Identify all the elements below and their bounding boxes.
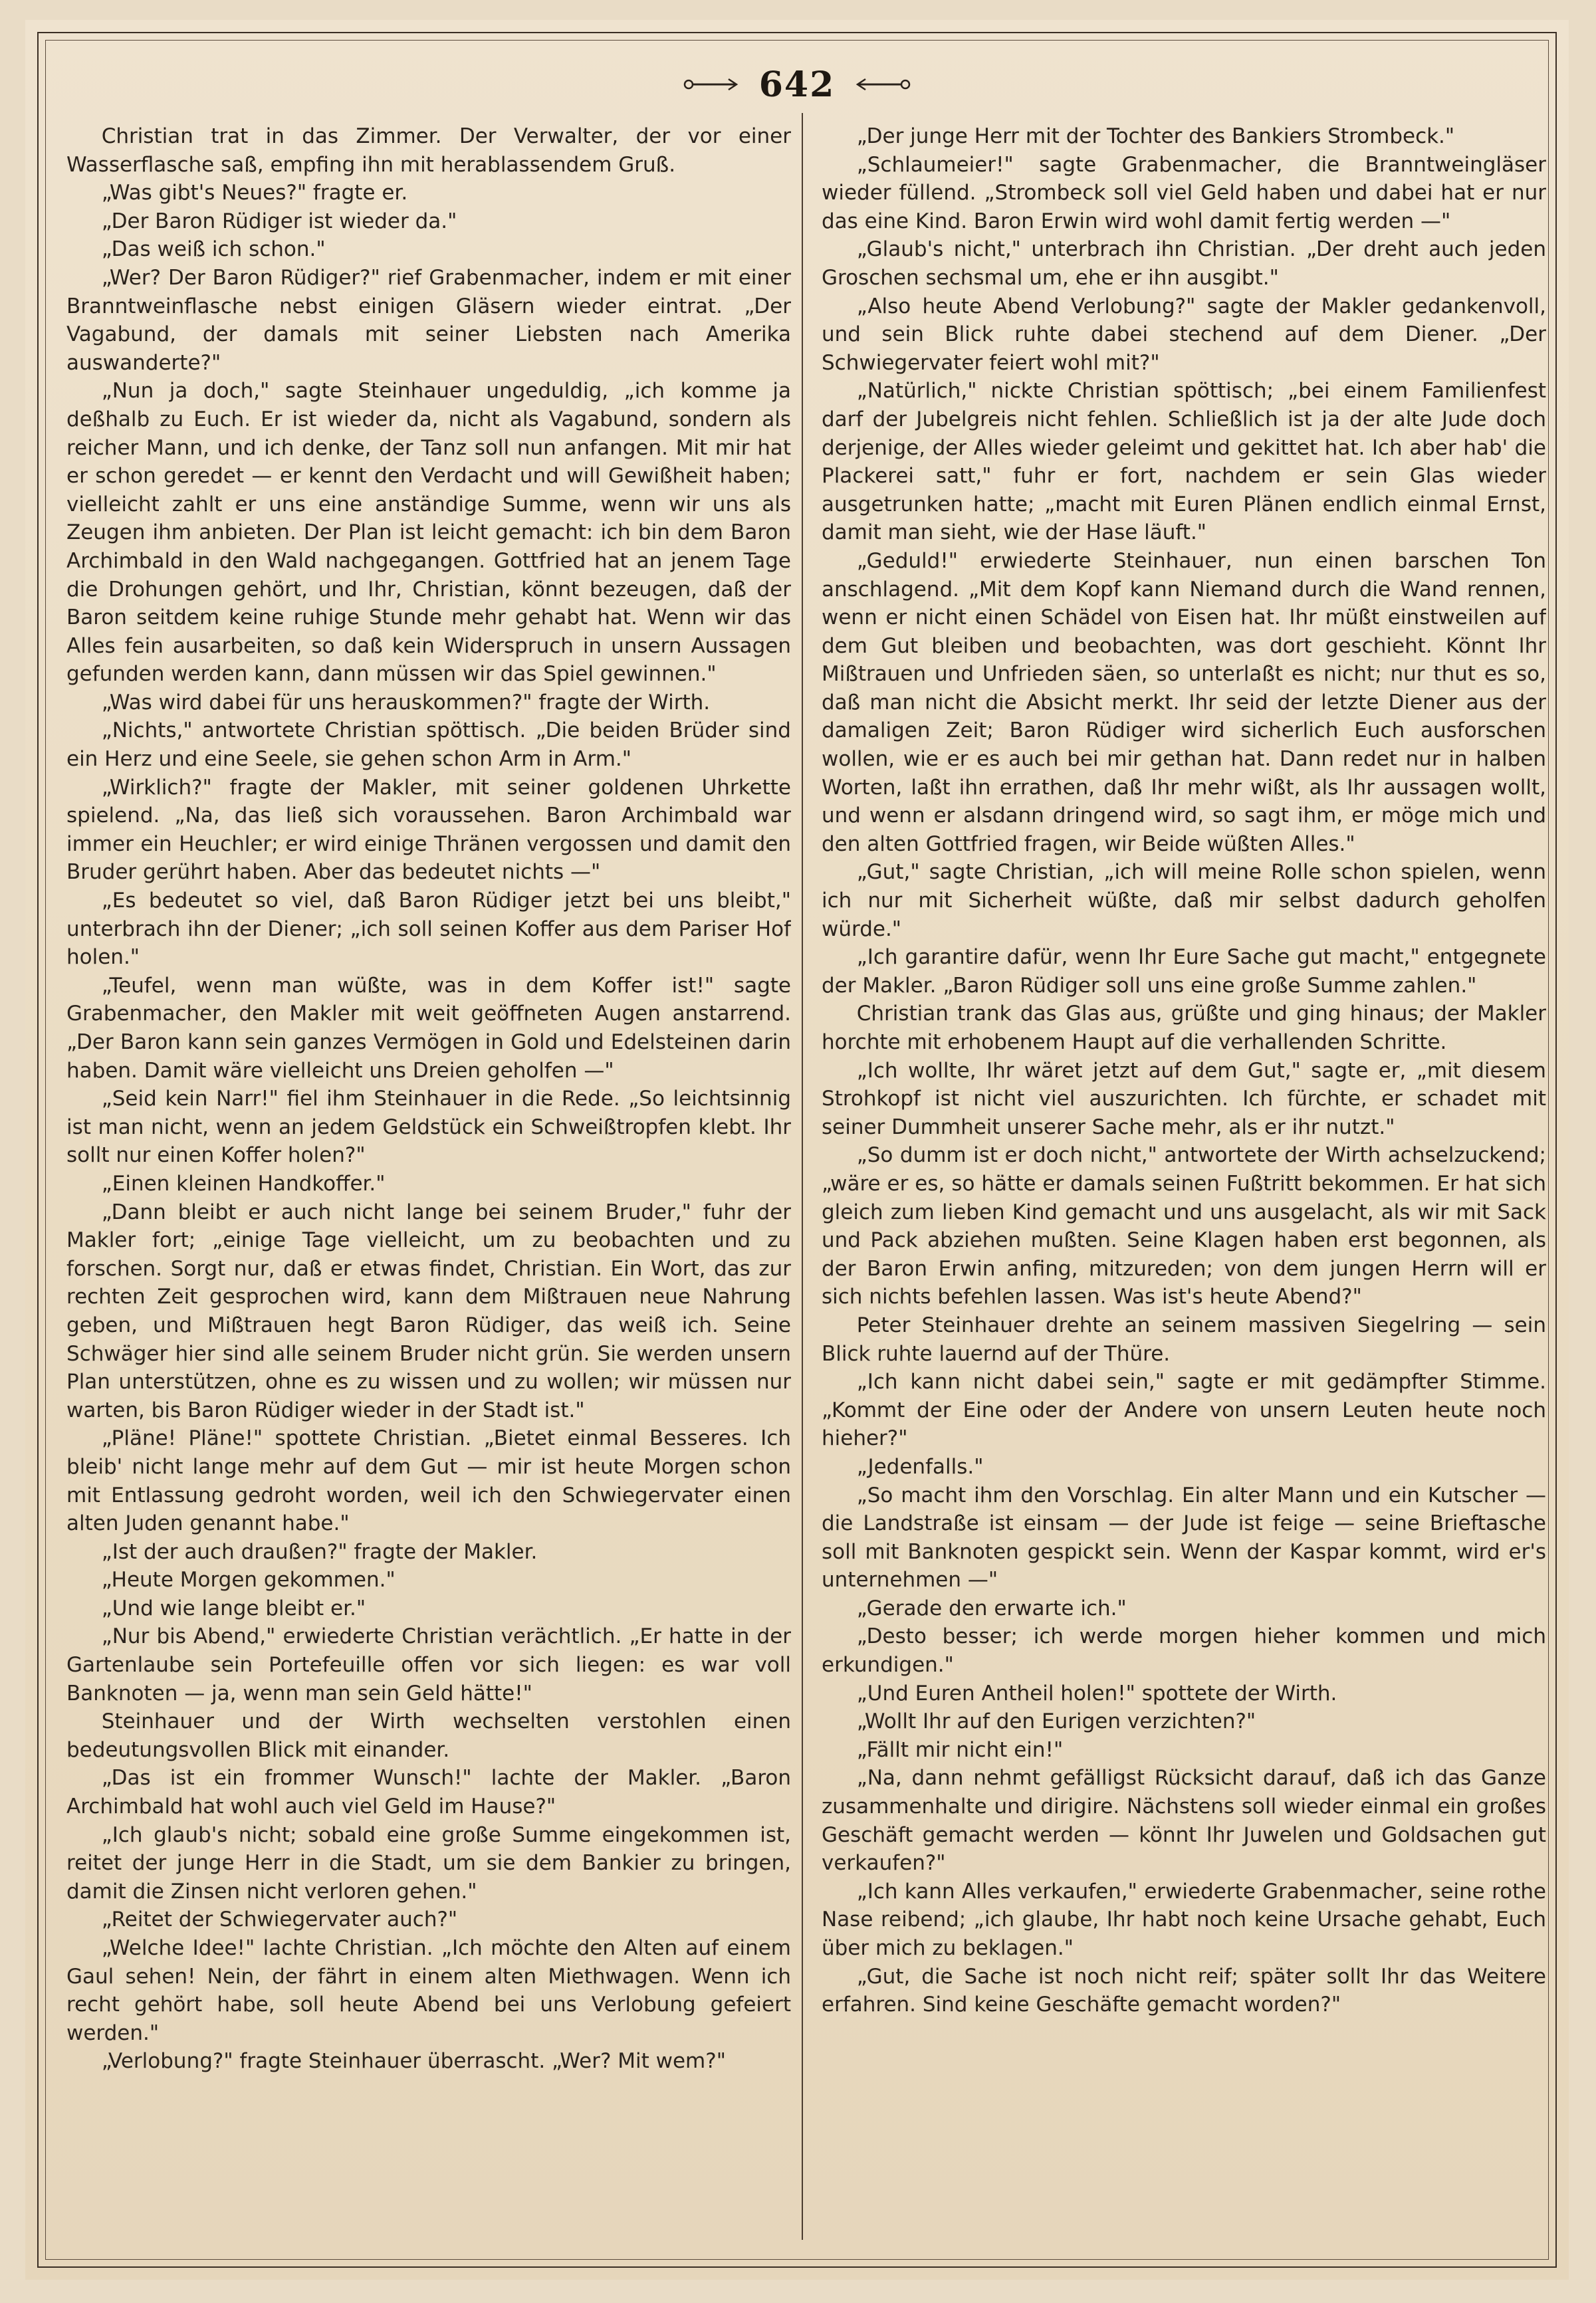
paragraph: „Wollt Ihr auf den Eurigen verzichten?" [856, 1709, 1256, 1734]
paragraph: „Heute Morgen gekommen." [101, 1568, 396, 1592]
paragraph: „Das ist ein frommer Wunsch!" lachte der Makler. „Baron Archimbald hat wohl auch viel Geld im Hause?" [66, 1766, 791, 1819]
column-divider [802, 113, 803, 2240]
paragraph: Christian trat in das Zimmer. Der Verwalter, der vor einer Wasserflasche saß, empfing ihn mit herablassendem Gruß. [66, 124, 791, 177]
paragraph: „Fällt mir nicht ein!" [856, 1737, 1064, 1762]
left-ornament-icon [682, 76, 742, 92]
paragraph: „Welche Idee!" lachte Christian. „Ich möchte den Alten auf einem Gaul sehen! Nein, der fährt in einem alten Miethwagen. Wenn ich recht gehört habe, soll heute Abend bei uns Verlobung gefeiert werden." [66, 1936, 791, 2045]
paragraph: „Ich wollte, Ihr wäret jetzt auf dem Gut," sagte er, „mit diesem Strohkopf ist nicht viel auszurichten. Ich fürchte, er schadet mit seiner Dummheit unserer Sache mehr, als er ihr nutzt." [822, 1058, 1546, 1139]
paragraph: „Ich glaub's nicht; sobald eine große Summe eingekommen ist, reitet der junge Herr in die Stadt, um sie dem Bankier zu bringen, damit die Zinsen nicht verloren gehen." [66, 1822, 791, 1904]
paragraph: „Schlaumeier!" sagte Grabenmacher, die Branntweingläser wieder füllend. „Strombeck soll viel Geld haben und dabei hat er nur das eine Kind. Baron Erwin wird wohl damit fertig werden —" [822, 152, 1546, 233]
paragraph: „Na, dann nehmt gefälligst Rücksicht darauf, daß ich das Ganze zusammenhalte und dirigire. Nächstens soll wieder einmal ein großes Geschäft gemacht werden — könnt Ihr Juwelen und Goldsachen gut verkaufen?" [822, 1766, 1546, 1876]
paragraph: „Es bedeutet so viel, daß Baron Rüdiger jetzt bei uns bleibt," unterbrach ihn der Diener; „ich soll seinen Koffer aus dem Pariser Hof holen." [66, 889, 791, 970]
paragraph: „Ist der auch draußen?" fragte der Makler. [101, 1539, 538, 1564]
paragraph: „Natürlich," nickte Christian spöttisch; „bei einem Familienfest darf der Jubelgreis nicht fehlen. Schließlich ist ja der alte Jude doch derjenige, der Alles wieder geleimt und gekittet hat. Ich aber hab' die Plackerei satt," fuhr er fort, nachdem er sein Glas wieder ausgetrunken hatte; „macht mit Euren Plänen endlich einmal Ernst, damit man sieht, wie der Hase läuft." [822, 379, 1546, 545]
paragraph: „Der junge Herr mit der Tochter des Bankiers Strombeck." [856, 124, 1455, 148]
paragraph: „Geduld!" erwiederte Steinhauer, nun einen barschen Ton anschlagend. „Mit dem Kopf kann Niemand durch die Wand rennen, wenn er nicht einen Schädel von Eisen hat. Ihr müßt einstweilen auf dem Gut bleiben und beobachten, was dort geschieht. Könnt Ihr Mißtrauen und Unfrieden säen, so unterlaßt es nicht; nur thut es so, daß man nicht die Absicht merkt. Ihr seid der letzte Diener aus der damaligen Zeit; Baron Rüdiger wird sicherlich Euch ausforschen wollen, wie er es auch bei mir gethan hat. Dann redet nur in halben Worten, laßt ihn errathen, daß Ihr mehr wißt, als Ihr aussagen wollt, und wenn er alsdann dringend wird, so sagt ihm, er möge mich und den alten Gottfried fragen, wir Beide wüßten Alles." [822, 548, 1546, 856]
paragraph: „Reitet der Schwiegervater auch?" [101, 1908, 458, 1932]
paragraph: „Ich garantire dafür, wenn Ihr Eure Sache gut macht," entgegnete der Makler. „Baron Rüdiger soll uns eine große Summe zahlen." [822, 945, 1546, 998]
paragraph: „Nur bis Abend," erwiederte Christian verächtlich. „Er hatte in der Gartenlaube sein Portefeuille offen vor sich liegen: es war voll Banknoten — ja, wenn man sein Geld hätte!" [66, 1624, 791, 1705]
paragraph: „Und Euren Antheil holen!" spottete der Wirth. [856, 1681, 1337, 1705]
paragraph: „Nun ja doch," sagte Steinhauer ungeduldig, „ich komme ja deßhalb zu Euch. Er ist wieder da, nicht als Vagabund, sondern als reicher Mann, und ich denke, der Tanz soll nun anfangen. Mit mir hat er schon geredet — er kennt den Verdacht und will Gewißheit haben; vielleicht zahlt er uns eine anständige Summe, wenn wir uns als Zeugen ihm anbieten. Der Plan ist leicht gemacht: ich bin dem Baron Archimbald in den Wald nachgegangen. Gottfried hat an jenem Tage die Drohungen gehört, und Ihr, Christian, könnt bezeugen, daß der Baron seitdem keine ruhige Stunde mehr gehabt hat. Wenn wir das Alles fein ausarbeiten, so daß kein Widerspruch in unsern Aussagen gefunden werden kann, dann müssen wir das Spiel gewinnen." [66, 379, 791, 687]
left-column [66, 122, 791, 2233]
magazine-page [25, 20, 1569, 2280]
paragraph: „So macht ihm den Vorschlag. Ein alter Mann und ein Kutscher — die Landstraße ist einsam — der Jude ist feige — seine Brieftasche soll mit Banknoten gespickt sein. Wenn der Kaspar kommt, wird er's unternehmen —" [822, 1483, 1546, 1592]
paragraph: „Ich kann nicht dabei sein," sagte er mit gedämpfter Stimme. „Kommt der Eine oder der Andere von unsern Leuten heute noch hieher?" [822, 1370, 1546, 1451]
paragraph: „Verlobung?" fragte Steinhauer überrascht. „Wer? Mit wem?" [101, 2049, 726, 2074]
paragraph: „Wer? Der Baron Rüdiger?" rief Grabenmacher, indem er mit einer Branntweinflasche nebst einigen Gläsern wieder eintrat. „Der Vagabund, der damals mit seiner Liebsten nach Amerika auswanderte?" [66, 265, 791, 375]
page-number: 642 [758, 64, 836, 105]
page-header [25, 61, 1569, 108]
paragraph: „So dumm ist er doch nicht," antwortete der Wirth achselzuckend; „wäre er es, so hätte er damals seinen Fußtritt bekommen. Er hat sich gleich zum lieben Kind gemacht und uns ausgelacht, als wir mit Sack und Pack abziehen mußten. Seine Klagen haben erst begonnen, als der Baron Erwin anfing, mitzureden; von dem jungen Herrn will er sich nichts befehlen lassen. Was ist's heute Abend?" [822, 1143, 1546, 1309]
paragraph: „Ich kann Alles verkaufen," erwiederte Grabenmacher, seine rothe Nase reibend; „ich glaube, Ihr habt noch keine Ursache gehabt, Euch über mich zu beklagen." [822, 1879, 1546, 1960]
paragraph: „Einen kleinen Handkoffer." [101, 1171, 386, 1196]
right-ornament-icon [852, 76, 912, 92]
paragraph: „Also heute Abend Verlobung?" sagte der Makler gedankenvoll, und sein Blick ruhte dabei stechend auf dem Diener. „Der Schwiegervater feiert wohl mit?" [822, 294, 1546, 375]
paragraph: „Seid kein Narr!" fiel ihm Steinhauer in die Rede. „So leichtsinnig ist man nicht, wenn an jedem Geldstück ein Schweißtropfen klebt. Ihr sollt nur einen Koffer holen?" [66, 1087, 791, 1168]
paragraph: „Der Baron Rüdiger ist wieder da." [101, 209, 457, 233]
paragraph: „Desto besser; ich werde morgen hieher kommen und mich erkundigen." [822, 1624, 1546, 1678]
paragraph: „Nichts," antwortete Christian spöttisch. „Die beiden Brüder sind ein Herz und eine Seele, sie gehen schon Arm in Arm." [66, 718, 791, 772]
paragraph: „Teufel, wenn man wüßte, was in dem Koffer ist!" sagte Grabenmacher, den Makler mit weit geöffneten Augen anstarrend. „Der Baron kann sein ganzes Vermögen in Gold und Edelsteinen darin haben. Damit wäre vielleicht uns Dreien geholfen —" [66, 973, 791, 1083]
paragraph: „Jedenfalls." [856, 1454, 984, 1479]
paragraph: „Wirklich?" fragte der Makler, mit seiner goldenen Uhrkette spielend. „Na, das ließ sich voraussehen. Baron Archimbald war immer ein Heuchler; er wird einige Thränen vergossen und damit den Bruder gerührt haben. Aber das bedeutet nichts —" [66, 775, 791, 885]
right-column [822, 122, 1546, 2233]
paragraph: Peter Steinhauer drehte an seinem massiven Siegelring — sein Blick ruhte lauernd auf der Thüre. [822, 1313, 1546, 1366]
paragraph: „Gut," sagte Christian, „ich will meine Rolle schon spielen, wenn ich nur mit Sicherheit wüßte, daß mir selbst dadurch geholfen würde." [822, 860, 1546, 941]
paragraph: Christian trank das Glas aus, grüßte und ging hinaus; der Makler horchte mit erhobenem Haupt auf die verhallenden Schritte. [822, 1002, 1546, 1054]
paragraph: „Das weiß ich schon." [101, 237, 326, 262]
paragraph: „Dann bleibt er auch nicht lange bei seinem Bruder," fuhr der Makler fort; „einige Tage vielleicht, um zu beobachten und zu forschen. Sorgt nur, daß er etwas findet, Christian. Ein Wort, das zur rechten Zeit gesprochen wird, kann dem Mißtrauen neue Nahrung geben, und Mißtrauen hegt Baron Rüdiger, das weiß ich. Seine Schwäger hier sind alle seinem Bruder nicht grün. Sie werden unsern Plan unterstützen, ohne es zu wissen und zu wollen; wir müssen nur warten, bis Baron Rüdiger wieder in der Stadt ist." [66, 1200, 791, 1422]
paragraph: „Gerade den erwarte ich." [856, 1596, 1127, 1620]
paragraph: „Pläne! Pläne!" spottete Christian. „Bietet einmal Besseres. Ich bleib' nicht lange mehr auf dem Gut — mir ist heute Morgen schon mit Entlassung gedroht worden, weil ich den Schwiegervater einen alten Juden genannt habe." [66, 1426, 791, 1536]
paragraph: „Was gibt's Neues?" fragte er. [101, 181, 408, 205]
paragraph: „Gut, die Sache ist noch nicht reif; später sollt Ihr das Weitere erfahren. Sind keine Geschäfte gemacht worden?" [822, 1964, 1546, 2017]
paragraph: „Glaub's nicht," unterbrach ihn Christian. „Der dreht auch jeden Groschen sechsmal um, ehe er ihn ausgibt." [822, 237, 1546, 290]
paragraph: „Was wird dabei für uns herauskommen?" fragte der Wirth. [101, 690, 711, 714]
paragraph: Steinhauer und der Wirth wechselten verstohlen einen bedeutungsvollen Blick mit einander. [66, 1709, 791, 1762]
paragraph: „Und wie lange bleibt er." [101, 1596, 366, 1620]
